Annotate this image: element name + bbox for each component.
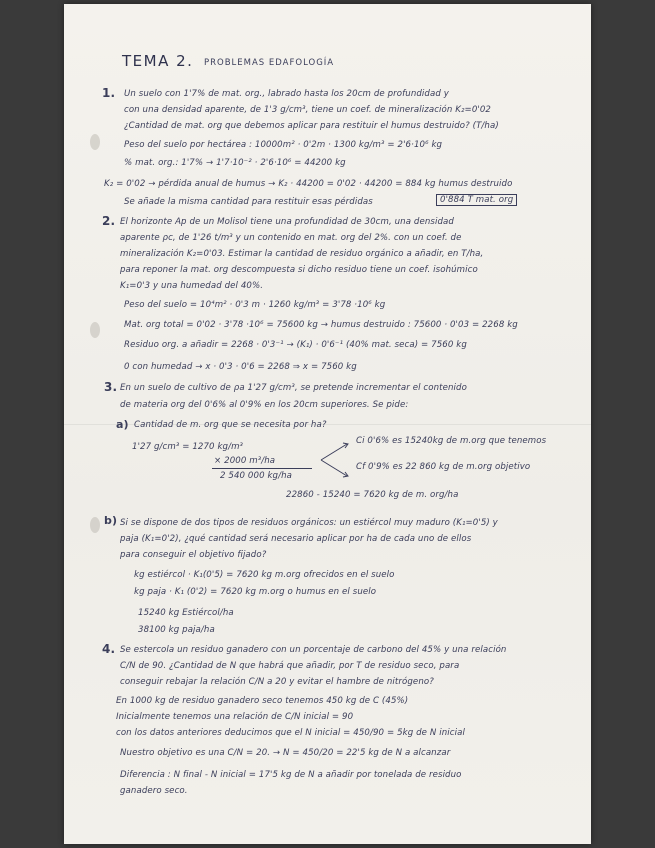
problem-1-step: Se añade la misma cantidad para restituir esas pérdidas xyxy=(124,197,373,207)
page-subtitle: PROBLEMAS EDAFOLOGÍA xyxy=(204,58,335,68)
part-b-statement: para conseguir el objetivo fijado? xyxy=(120,550,267,560)
part-a-mass: 2 540 000 kg/ha xyxy=(220,471,293,481)
problem-2-number: 2. xyxy=(102,214,116,228)
notebook-page xyxy=(64,4,591,844)
binder-hole xyxy=(90,517,100,533)
problem-1-question: ¿Cantidad de mat. org que debemos aplicar para restituir el humus destruido? (T/ha) xyxy=(124,121,499,131)
part-b-step: kg paja · K₁ (0'2) = 7620 kg m.org o humus en el suelo xyxy=(134,587,377,597)
branch-arrows-icon xyxy=(319,440,351,480)
part-b-step: kg estiércol · K₁(0'5) = 7620 kg m.org ofrecidos en el suelo xyxy=(134,570,395,580)
binder-hole xyxy=(90,134,100,150)
part-a-density: 1'27 g/cm³ = 1270 kg/m³ xyxy=(132,442,244,452)
problem-1-statement: Un suelo con 1'7% de mat. org., labrado hasta los 20cm de profundidad y xyxy=(124,89,449,99)
problem-2-statement: aparente ρc, de 1'26 t/m³ y un contenido en mat. org del 2%. con un coef. de xyxy=(120,233,462,243)
part-a-initial: Ci 0'6% es 15240kg de m.org que tenemos xyxy=(356,436,547,446)
part-a-sum-line xyxy=(212,468,312,469)
part-a-question: Cantidad de m. org que se necesita por ha? xyxy=(134,420,327,430)
problem-1-step: % mat. org.: 1'7% → 1'7·10⁻² · 2'6·10⁶ = 44200 kg xyxy=(124,158,346,168)
problem-4-step: Inicialmente tenemos una relación de C/N inicial = 90 xyxy=(116,712,354,722)
part-a-volume: × 2000 m³/ha xyxy=(214,456,276,466)
problem-4-statement: C/N de 90. ¿Cantidad de N que habrá que añadir, por T de residuo seco, para xyxy=(120,661,460,671)
problem-2-statement: para reponer la mat. org descompuesta si dicho residuo tiene un coef. isohúmico xyxy=(120,265,478,275)
part-b-label: b) xyxy=(104,514,118,527)
problem-2-statement: El horizonte Ap de un Molisol tiene una profundidad de 30cm, una densidad xyxy=(120,217,454,227)
problem-2-step: Residuo org. a añadir = 2268 · 0'3⁻¹ → (K₁) · 0'6⁻¹ (40% mat. seca) = 7560 kg xyxy=(124,340,467,350)
problem-4-statement: Se estercola un residuo ganadero con un porcentaje de carbono del 45% y una relación xyxy=(120,645,507,655)
problem-1-step: K₂ = 0'02 → pérdida anual de humus → K₂ · 44200 = 0'02 · 44200 = 884 kg humus destruido xyxy=(104,179,513,189)
problem-4-number: 4. xyxy=(102,642,116,656)
problem-4-step: Diferencia : N final - N inicial = 17'5 kg de N a añadir por tonelada de residuo xyxy=(120,770,462,780)
problem-3-statement: de materia org del 0'6% al 0'9% en los 20cm superiores. Se pide: xyxy=(120,400,409,410)
problem-4-step: con los datos anteriores deducimos que el N inicial = 450/90 = 5kg de N inicial xyxy=(116,728,465,738)
problem-2-statement: mineralización K₂=0'03. Estimar la cantidad de residuo orgánico a añadir, en T/ha, xyxy=(120,249,484,259)
part-a-result: 22860 - 15240 = 7620 kg de m. org/ha xyxy=(286,490,459,500)
part-b-result: 15240 kg Estiércol/ha xyxy=(138,608,234,618)
problem-1-answer: 0'884 T mat. org xyxy=(436,194,517,206)
problem-3-statement: En un suelo de cultivo de ρa 1'27 g/cm³, se pretende incrementar el contenido xyxy=(120,383,467,393)
problem-2-step: Mat. org total = 0'02 · 3'78 ·10⁶ = 75600 kg → humus destruido : 75600 · 0'03 = 2268 kg xyxy=(124,320,518,330)
problem-1-statement: con una densidad aparente, de 1'3 g/cm³, tiene un coef. de mineralización K₂=0'02 xyxy=(124,105,492,115)
problem-2-step: Peso del suelo = 10⁴m² · 0'3 m · 1260 kg/m³ = 3'78 ·10⁶ kg xyxy=(124,300,386,310)
problem-1-step: Peso del suelo por hectárea : 10000m² · 0'2m · 1300 kg/m³ = 2'6·10⁶ kg xyxy=(124,140,443,150)
part-b-result: 38100 kg paja/ha xyxy=(138,625,215,635)
problem-1-number: 1. xyxy=(102,86,116,100)
part-b-statement: Si se dispone de dos tipos de residuos orgánicos: un estiércol muy maduro (K₁=0'5) y xyxy=(120,518,498,528)
problem-4-statement: conseguir rebajar la relación C/N a 20 y evitar el hambre de nitrógeno? xyxy=(120,677,434,687)
problem-4-step: En 1000 kg de residuo ganadero seco tenemos 450 kg de C (45%) xyxy=(116,696,409,706)
part-a-label: a) xyxy=(116,418,129,431)
page-title: TEMA 2. xyxy=(122,52,194,70)
problem-4-step: Nuestro objetivo es una C/N = 20. → N = 450/20 = 22'5 kg de N a alcanzar xyxy=(120,748,451,758)
problem-4-step: ganadero seco. xyxy=(120,786,188,796)
problem-3-number: 3. xyxy=(104,380,118,394)
problem-2-step: 0 con humedad → x · 0'3 · 0'6 = 2268 ⇒ x = 7560 kg xyxy=(124,362,357,372)
problem-2-statement: K₁=0'3 y una humedad del 40%. xyxy=(120,281,264,291)
binder-hole xyxy=(90,322,100,338)
part-b-statement: paja (K₁=0'2), ¿qué cantidad será necesario aplicar por ha de cada uno de ellos xyxy=(120,534,472,544)
part-a-target: Cf 0'9% es 22 860 kg de m.org objetivo xyxy=(356,462,531,472)
